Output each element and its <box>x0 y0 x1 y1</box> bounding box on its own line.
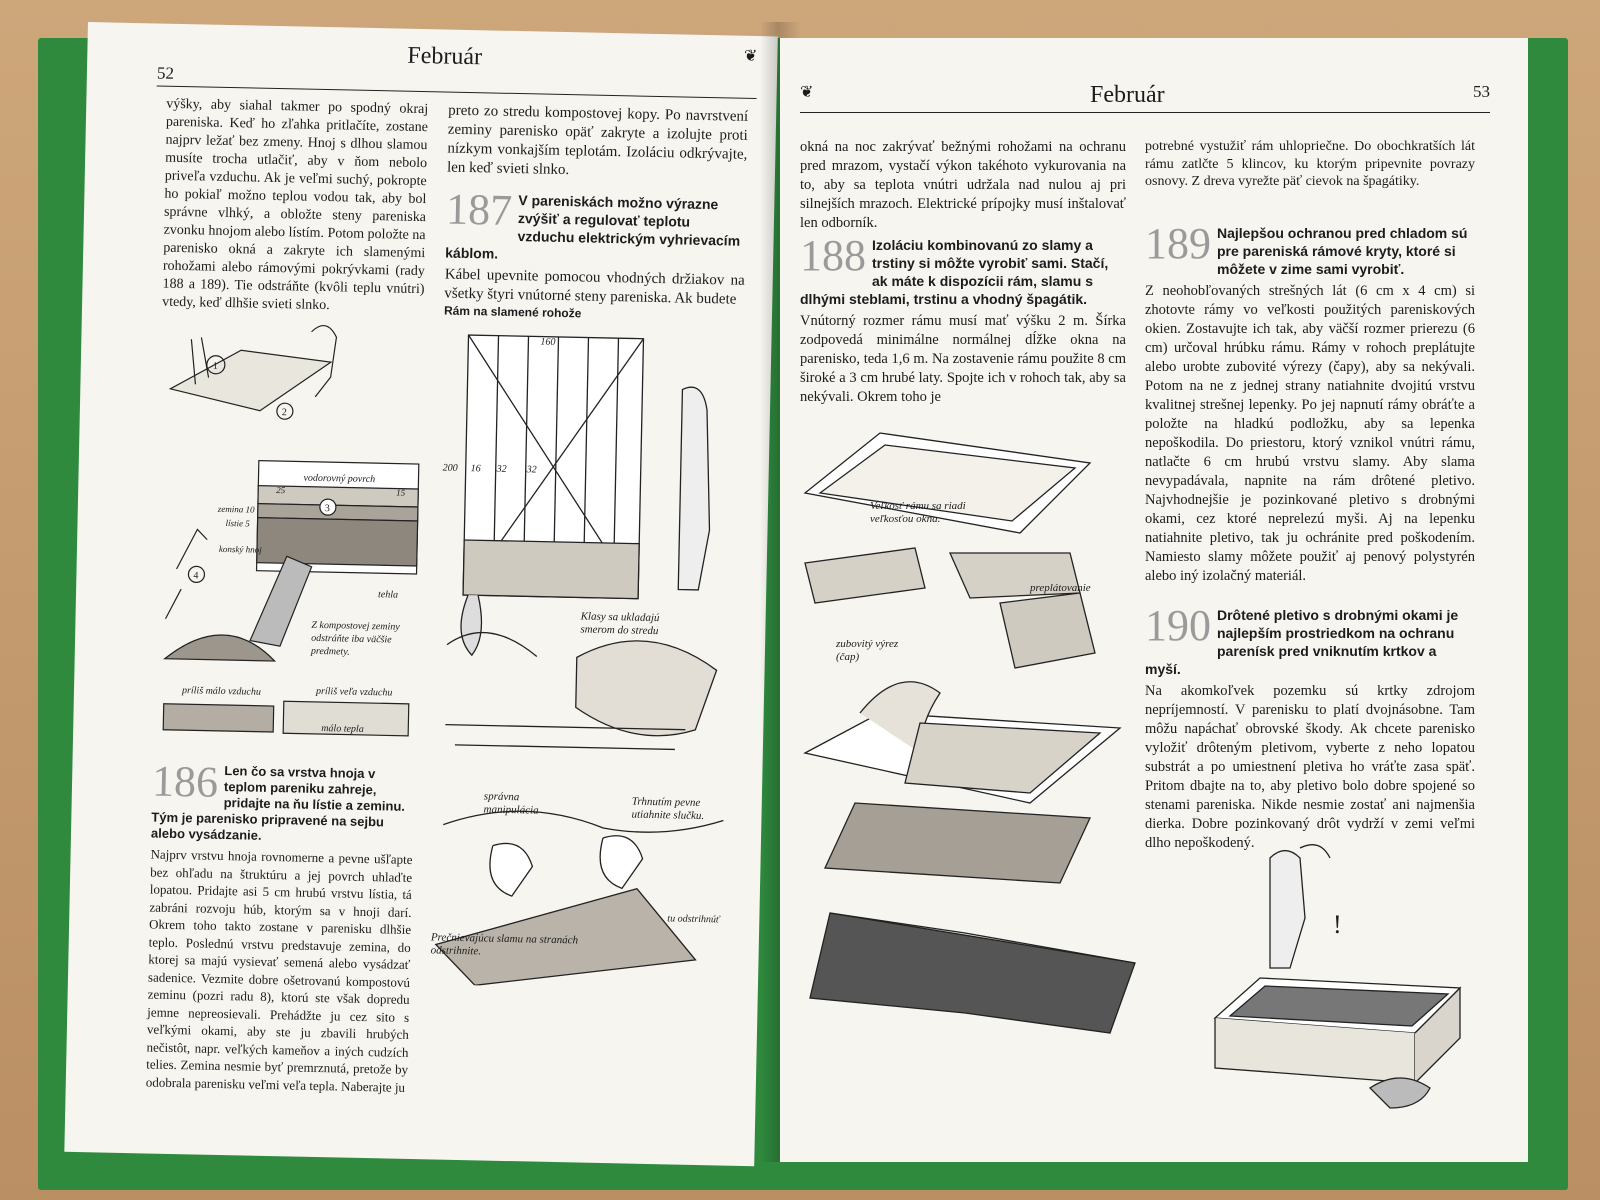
right-page-header <box>800 82 1490 113</box>
tip-189 <box>1145 219 1475 586</box>
tip-190 <box>1145 601 1475 853</box>
label-compost-note: Z kompostovej zeminy odstráňte iba väčšie predmety. <box>310 619 400 658</box>
tip-number: 187 <box>445 184 513 235</box>
tip-body: Vnútorný rozmer rámu musí mať výšku 2 m. Šírka zodpovedá minimálne normálnej dĺžke okna na parenisko, teda 1,6 m. Na zostavenie rámu použite 8 cm široké a 3 cm hrubé laty. Spojte ich v rohoch tak, aby sa nekývali. Okrem toho je <box>800 313 1126 405</box>
tip-187 <box>444 184 746 310</box>
left-page <box>64 22 778 1166</box>
sprout-icon: ❦ <box>800 84 814 101</box>
label-dim32b: 32 <box>526 464 537 476</box>
col1-top-text: okná na noc zakrývať bežnými rohožami na ochranu pred mrazom, vystačí výkon takéhoto vykurovania na to, aby sa teplota vnútri udržala nad nulou aj pri silnejších mrazoch. Elektrické prípojky musí inštalovať len odborník. <box>800 139 1126 231</box>
col2-top-text: preto zo stredu kompostovej kopy. Po navrstvení zeminy parenisko opäť zakryte a izolujte proti nízkym vonkajším teplotám. Izoláciu odkrývajte, len keď svieti slnko. <box>446 102 749 179</box>
label-leaves: lístie 5 <box>225 517 250 529</box>
label-half-lap: preplátovanie <box>1030 582 1091 594</box>
page-number: 52 <box>156 63 175 83</box>
label-dim200: 200 <box>442 462 458 474</box>
label-dim160: 160 <box>540 336 556 348</box>
tip-body: Kábel upevnite pomocou vhodných držiakov na všetky štyri vnútorné steny pareniska. Ak budete <box>444 266 745 308</box>
tip-heading: Najlepšou ochranou pred chladom sú pre pareniská rámové kryty, ktoré si môžete v zime sami vyrobiť. <box>1217 225 1468 277</box>
tip-body: Z neohobľovaných strešných lát (6 cm x 4 cm) si zhotovte rámy vo veľkosti použitých pareniskových okien. Zostavujte ich tak, aby väčší rozmer prierezu (6 cm) určoval hrúbku rámu. Rámy v rohoch preplátujte alebo urobte zubovité výrezy (čapy), aby sa nekývali. Potom na ne z jednej strany natiahnite dvojitú vrstvu kvalitnej strešnej lepenky. Po jej napnutí rámy obráťte a položte na hladkú podložku, aby sa lepenka nepoškodila. Do priestoru, ktorý vznikol vnútri rámu, natlačte 6 cm hrubú vrstvu slamy. Aby slama nevypadávala, napnite na rám drôtené pletivo. Najvhodnejšie je pozinkované pletivo s drobnými okami, cez ktoré neprelezú myši. Aj na lepenku natiahnite pletivo, tak ju ochránite pred poškodením. Namiesto slamy môžete použiť aj penový polystyrén alebo iný izolačný materiál. <box>1145 283 1475 584</box>
tip-heading: Drôtené pletivo s drobnými okami je najlepším prostriedkom na ochranu parenísk pred vniknutím krtkov a myší. <box>1145 607 1459 677</box>
col2-top-text: potrebné vystužiť rám uhlopriečne. Do obochkratších lát rámu zatlčte 5 klincov, ku ktorým pripevnite povrazy osnovy. Z dreva vyrežte päť cievok na špagátiky. <box>1145 139 1475 189</box>
label-brick: tehla <box>377 589 399 601</box>
label-correct-handling: správna manipulácia <box>483 790 539 817</box>
page-number: 53 <box>1473 82 1490 101</box>
label-soil: zemina 10 <box>217 503 255 515</box>
label-pull-tight: Trhnutím pevne utiahnite slučku. <box>631 795 705 823</box>
label-dim32a: 32 <box>496 463 507 475</box>
tip-heading: Len čo sa vrstva hnoja v teplom pareniku zahreje, pridajte na ňu lístie a zeminu. Tým je parenisko pripravené na sejbu alebo vysádzanie. <box>150 763 406 843</box>
tip-body: Na akomkoľvek pozemku sú krtky zdrojom nepríjemností. V parenisku to platí dvojnásobne. Tam môžu napáchať obrovské škody. Ak chcete parenisko vyložiť drôteným pletivom, vyberte z neho lopatou substrát a po umiestnení pletiva ho vráťte zasa späť. Pritom dbajte na to, aby pletivo bolo dobre spojené so stenami pareniska. Nikde nesmie zostať ani najmenšia dierka. Dobre pozinkovaný drôt vydrží v zemi veľmi dlho nepoškodený. <box>1145 683 1475 851</box>
month-title: Február <box>1090 82 1165 108</box>
label-ears-note: Klasy sa ukladajú smerom do stredu <box>580 610 660 638</box>
tip-number: 189 <box>1145 219 1211 268</box>
exclamation-mark: ! <box>1333 910 1342 939</box>
label-little-heat: málo tepla <box>321 723 364 735</box>
tip-number: 190 <box>1145 601 1211 650</box>
label-remove-here: tu odstrihnúť <box>667 913 720 926</box>
svg-text:3: 3 <box>324 503 330 515</box>
svg-text:2: 2 <box>281 407 287 419</box>
label-trim-note: Prečnievajúcu slamu na stranách odstrihnite. <box>430 931 579 958</box>
col1-text: výšky, aby siahal takmer po spodný okraj pareniska. Keď ho zľahka pritlačíte, zostane najprv ležať bez zmeny. Hnoj s dlhou slamou musíte trocha utlačiť, aby v ňom nebolo priveľa vzduchu. Ak je veľmi suchý, pokropte ho pokiaľ možno teplou vodou tak, aby bol správne vlhký, a obložte steny pareniska zvonku hnojom alebo lístím. Potom položte na parenisko okná a zakryte ich slamenými rohožami alebo rámovými pokrývkami (rady 188 a 189). Tie odstráňte (kvôli teplu vnútri) vtedy, keď dlhšie svieti slnko. <box>161 96 429 314</box>
tip-number: 186 <box>151 756 219 807</box>
tip-heading: Izoláciu kombinovanú zo slamy a trstiny si môžte vyrobiť sami. Stačí, ak máte k dispozícii rám, slamu s dlhými steblami, trstinu a vhodný špagátik. <box>800 237 1109 307</box>
mat-frame-title: Rám na slamené rohože <box>443 303 582 321</box>
mole-mesh-figure <box>1190 838 1480 1138</box>
svg-text:1: 1 <box>212 360 218 372</box>
label-dim25: 25 <box>276 485 286 496</box>
left-page-header <box>157 33 758 99</box>
label-frame-size-note: Veľkosť rámu sa riadi veľkosťou okna. <box>870 500 966 525</box>
label-horizontal-surface: vodorovný povrch <box>303 472 376 486</box>
tip-body: Najprv vrstvu hnoja rovnomerne a pevne ušľapte bez ohľadu na štruktúru a jej povrch uhlaďte lopatou. Pridajte asi 5 cm hrubú vrstvu lístia, tá zabráni rozvoju húb, ktorým sa v hnoji darí. Okrem toho takto zostane v parenisku dlhšie teplo. Poslednú vrstvu predstavuje zemina, do ktorej sa majú vysievať semená alebo vysádzať sadenice. Vezmite dobre ošetrovanú kompostovú zeminu (pozri radu 8), ktorú ste však dopredu jemne nepreosievali. Prehádžte ju cez sito s veľkými okami, aby ste ju zbavili hrubých nečistôt, napr. veľkých kameňov a iných cudzích telies. Zemina nesmie byť premrznutá, pretože by odobrala parenisku veľmi veľa tepla. Naberajte ju <box>145 846 413 1095</box>
label-too-much-air: príliš veľa vzduchu <box>315 685 393 699</box>
label-dim16: 16 <box>470 463 481 475</box>
label-notch: zubovitý výrez (čap) <box>836 638 899 663</box>
straw-mat-figure <box>430 325 744 991</box>
label-manure: konský hnoj <box>218 543 262 555</box>
label-too-little-air: príliš málo vzduchu <box>181 685 262 698</box>
month-title: Február <box>407 42 483 71</box>
sprout-icon: ❦ <box>743 47 758 66</box>
svg-text:4: 4 <box>193 570 199 582</box>
tip-heading: V pareniskách možno výrazne zvýšiť a regulovať teplotu vzduchu elektrickým vyhrievacím káblom. <box>445 192 741 262</box>
tip-186 <box>145 756 415 1096</box>
tip-188 <box>800 231 1126 407</box>
right-page <box>780 38 1528 1162</box>
label-dim15: 15 <box>396 487 406 498</box>
tip-number: 188 <box>800 231 866 280</box>
